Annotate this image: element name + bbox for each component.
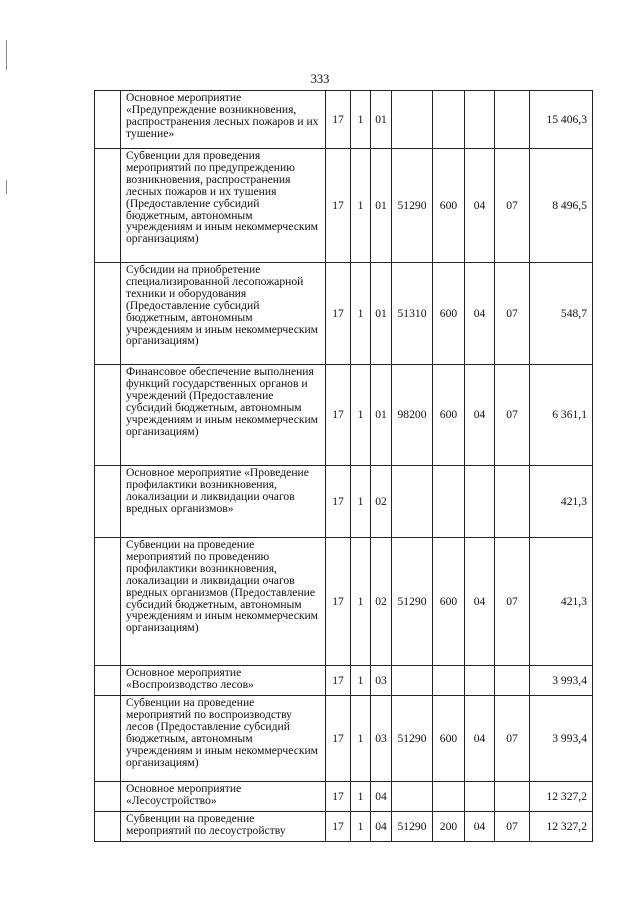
code-4: 51310 [392,263,433,365]
code-2: 1 [351,782,371,812]
item-name: Финансовое обеспечение выполнения функций государственных органов и учреждений (Предоставление субсидий бюджетным, автономным учреждениям и иным некоммерческим организациям) [121,365,326,466]
blank-cell [95,466,121,538]
code-7: 07 [495,149,530,263]
code-4: 51290 [392,812,433,842]
code-7: 07 [495,696,530,782]
code-7 [495,666,530,696]
code-6: 04 [465,149,495,263]
code-2: 1 [351,666,371,696]
amount: 6 361,1 [530,365,593,466]
blank-cell [95,696,121,782]
code-5: 200 [433,812,465,842]
code-1: 17 [326,666,351,696]
code-1: 17 [326,696,351,782]
scan-edge-mark [6,180,7,194]
code-1: 17 [326,91,351,149]
code-4 [392,466,433,538]
blank-cell [95,365,121,466]
table-row [95,365,593,466]
table-row [95,263,593,365]
code-4 [392,91,433,149]
code-3: 01 [371,149,392,263]
code-7 [495,782,530,812]
scan-edge-mark [6,40,7,70]
table-row [95,696,593,782]
code-3: 02 [371,538,392,666]
code-1: 17 [326,149,351,263]
code-1: 17 [326,263,351,365]
blank-cell [95,263,121,365]
item-name: Основное мероприятие «Предупреждение возникновения, распространения лесных пожаров и их тушение» [121,91,326,149]
code-7: 07 [495,365,530,466]
code-3: 04 [371,812,392,842]
code-3: 01 [371,91,392,149]
code-1: 17 [326,782,351,812]
amount: 12 327,2 [530,782,593,812]
code-1: 17 [326,538,351,666]
code-2: 1 [351,538,371,666]
amount: 3 993,4 [530,696,593,782]
code-6: 04 [465,263,495,365]
code-5 [433,782,465,812]
table-row [95,666,593,696]
item-name: Субвенции на проведение мероприятий по лесоустройству [121,812,326,842]
table-row [95,466,593,538]
code-6 [465,782,495,812]
budget-table [94,90,593,842]
code-3: 02 [371,466,392,538]
blank-cell [95,812,121,842]
code-5: 600 [433,149,465,263]
table-row [95,149,593,263]
code-6: 04 [465,365,495,466]
amount: 3 993,4 [530,666,593,696]
code-7 [495,91,530,149]
code-4: 98200 [392,365,433,466]
item-name: Основное мероприятие «Проведение профилактики возникновения, локализации и ликвидации очагов вредных организмов» [121,466,326,538]
amount: 8 496,5 [530,149,593,263]
amount: 15 406,3 [530,91,593,149]
code-7: 07 [495,812,530,842]
code-5: 600 [433,365,465,466]
item-name: Субсидии на приобретение специализированной лесопожарной техники и оборудования (Предоставление субсидий бюджетным, автономным учреждениям и иным некоммерческим организациям) [121,263,326,365]
code-7 [495,466,530,538]
code-4: 51290 [392,149,433,263]
code-2: 1 [351,365,371,466]
item-name: Субвенции для проведения мероприятий по предупреждению возникновения, распространения лесных пожаров и их тушения (Предоставление субсидий бюджетным, автономным учреждениям и иным некоммерческим организациям) [121,149,326,263]
page-number: 333 [310,72,330,86]
code-7: 07 [495,263,530,365]
blank-cell [95,666,121,696]
item-name: Основное мероприятие «Воспроизводство лесов» [121,666,326,696]
code-2: 1 [351,149,371,263]
item-name: Основное мероприятие «Лесоустройство» [121,782,326,812]
amount: 421,3 [530,466,593,538]
blank-cell [95,538,121,666]
code-6 [465,666,495,696]
code-5 [433,91,465,149]
code-6: 04 [465,696,495,782]
code-6 [465,466,495,538]
code-2: 1 [351,696,371,782]
code-5 [433,466,465,538]
code-3: 01 [371,365,392,466]
code-3: 01 [371,263,392,365]
blank-cell [95,91,121,149]
table-row [95,812,593,842]
amount: 12 327,2 [530,812,593,842]
code-4 [392,666,433,696]
blank-cell [95,782,121,812]
code-1: 17 [326,365,351,466]
amount: 548,7 [530,263,593,365]
code-3: 04 [371,782,392,812]
code-6: 04 [465,812,495,842]
code-4: 51290 [392,696,433,782]
code-1: 17 [326,466,351,538]
code-6: 04 [465,538,495,666]
item-name: Субвенции на проведение мероприятий по воспроизводству лесов (Предоставление субсидий бюджетным, автономным учреждениям и иным некоммерческим организациям) [121,696,326,782]
blank-cell [95,149,121,263]
code-3: 03 [371,696,392,782]
table-row [95,538,593,666]
code-6 [465,91,495,149]
table-row [95,782,593,812]
item-name: Субвенции на проведение мероприятий по проведению профилактики возникновения, локализации и ликвидации очагов вредных организмов (Предоставление субсидий бюджетным, автономным учреждениям и иным некоммерческим организациям) [121,538,326,666]
code-2: 1 [351,466,371,538]
code-7: 07 [495,538,530,666]
amount: 421,3 [530,538,593,666]
table-body [95,91,593,842]
code-4 [392,782,433,812]
code-5: 600 [433,696,465,782]
code-5: 600 [433,263,465,365]
code-1: 17 [326,812,351,842]
code-4: 51290 [392,538,433,666]
code-2: 1 [351,91,371,149]
code-3: 03 [371,666,392,696]
table-row [95,91,593,149]
code-2: 1 [351,263,371,365]
code-2: 1 [351,812,371,842]
code-5 [433,666,465,696]
code-5: 600 [433,538,465,666]
